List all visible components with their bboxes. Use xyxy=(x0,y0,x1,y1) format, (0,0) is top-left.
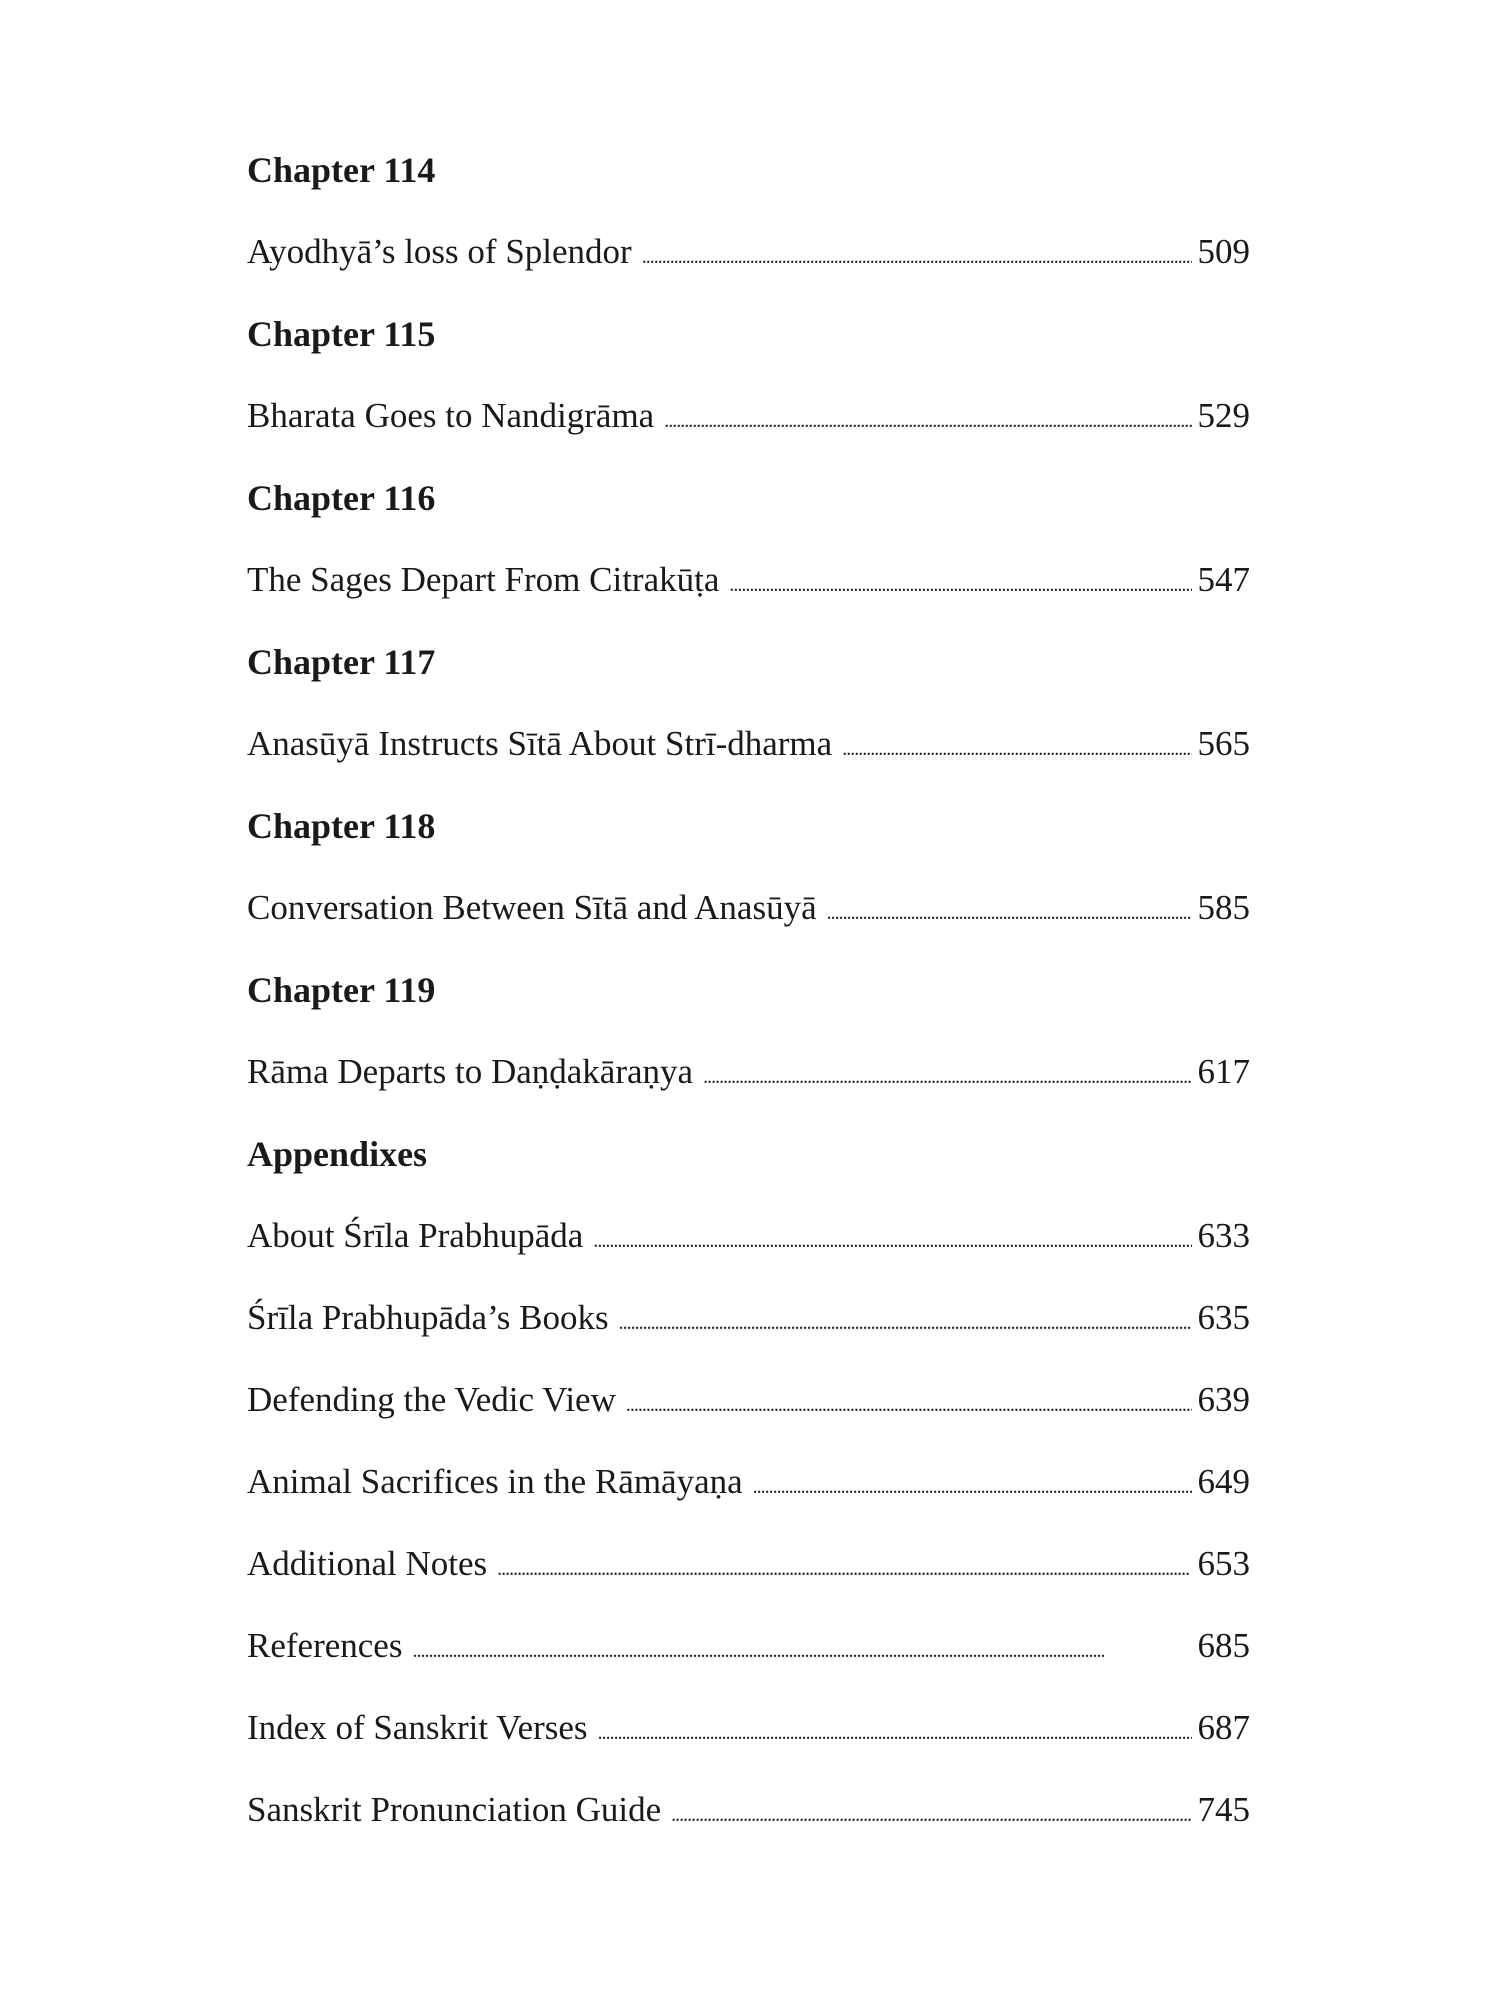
page-number: 617 xyxy=(1197,1052,1250,1091)
page-number: 635 xyxy=(1197,1298,1250,1337)
dot-leader xyxy=(827,888,1192,933)
page-number: 639 xyxy=(1197,1380,1250,1419)
toc-entry xyxy=(247,1462,1250,1544)
dot-leader xyxy=(497,1544,1191,1589)
appendix-list xyxy=(247,1216,1250,1872)
entry-title: Ayodhyā’s loss of Splendor xyxy=(247,232,632,271)
dot-leader xyxy=(593,1216,1191,1261)
entry-title: About Śrīla Prabhupāda xyxy=(247,1216,584,1255)
page-number: 547 xyxy=(1197,560,1250,599)
dot-leader xyxy=(842,724,1191,769)
dot-leader xyxy=(664,396,1191,441)
entry-title: Anasūyā Instructs Sītā About Strī-dharma xyxy=(247,724,833,763)
dot-leader xyxy=(671,1790,1191,1835)
toc-entry xyxy=(247,1790,1250,1872)
entry-title: The Sages Depart From Citrakūṭa xyxy=(247,560,720,599)
entry-title: Rāma Departs to Daṇḍakāraṇya xyxy=(247,1052,694,1091)
dot-leader xyxy=(729,560,1191,605)
table-of-contents xyxy=(247,150,1250,1872)
page-number: 649 xyxy=(1197,1462,1250,1501)
entry-title: Bharata Goes to Nandigrāma xyxy=(247,396,655,435)
dot-leader xyxy=(619,1298,1192,1343)
entry-title: Animal Sacrifices in the Rāmāyaṇa xyxy=(247,1462,743,1501)
page-number: 745 xyxy=(1197,1790,1250,1829)
chapter-heading: Chapter 116 xyxy=(247,478,436,518)
page-number: 585 xyxy=(1197,888,1250,927)
entry-title: References xyxy=(247,1626,403,1665)
chapter-heading: Chapter 119 xyxy=(247,970,436,1010)
dot-leader xyxy=(753,1462,1192,1507)
toc-entry xyxy=(247,724,1250,806)
entry-title: Index of Sanskrit Verses xyxy=(247,1708,588,1747)
toc-entry xyxy=(247,1626,1250,1708)
toc-entry xyxy=(247,1544,1250,1626)
chapter-heading: Chapter 118 xyxy=(247,806,436,846)
dot-leader xyxy=(412,1626,1191,1671)
dot-leader xyxy=(626,1380,1192,1425)
toc-entry xyxy=(247,888,1250,970)
page-number: 687 xyxy=(1197,1708,1250,1747)
page-number: 685 xyxy=(1197,1626,1250,1665)
chapter-heading: Chapter 114 xyxy=(247,150,436,190)
chapter-heading: Chapter 115 xyxy=(247,314,436,354)
entry-title: Śrīla Prabhupāda’s Books xyxy=(247,1298,609,1337)
entry-title: Additional Notes xyxy=(247,1544,488,1583)
entry-title: Defending the Vedic View xyxy=(247,1380,616,1419)
page-number: 565 xyxy=(1197,724,1250,763)
dot-leader xyxy=(703,1052,1191,1097)
toc-entry xyxy=(247,1298,1250,1380)
entry-title: Conversation Between Sītā and Anasūyā xyxy=(247,888,817,927)
toc-entry xyxy=(247,232,1250,314)
toc-entry xyxy=(247,1216,1250,1298)
dot-leader xyxy=(642,232,1192,277)
dot-leader xyxy=(598,1708,1192,1753)
toc-entry xyxy=(247,396,1250,478)
toc-entry xyxy=(247,1052,1250,1134)
page-number: 653 xyxy=(1197,1544,1250,1583)
page-number: 509 xyxy=(1197,232,1250,271)
chapter-heading: Chapter 117 xyxy=(247,642,436,682)
entry-title: Sanskrit Pronunciation Guide xyxy=(247,1790,662,1829)
page-number: 529 xyxy=(1197,396,1250,435)
page-number: 633 xyxy=(1197,1216,1250,1255)
appendixes-heading: Appendixes xyxy=(247,1134,428,1174)
toc-entry xyxy=(247,560,1250,642)
toc-entry xyxy=(247,1380,1250,1462)
toc-entry xyxy=(247,1708,1250,1790)
